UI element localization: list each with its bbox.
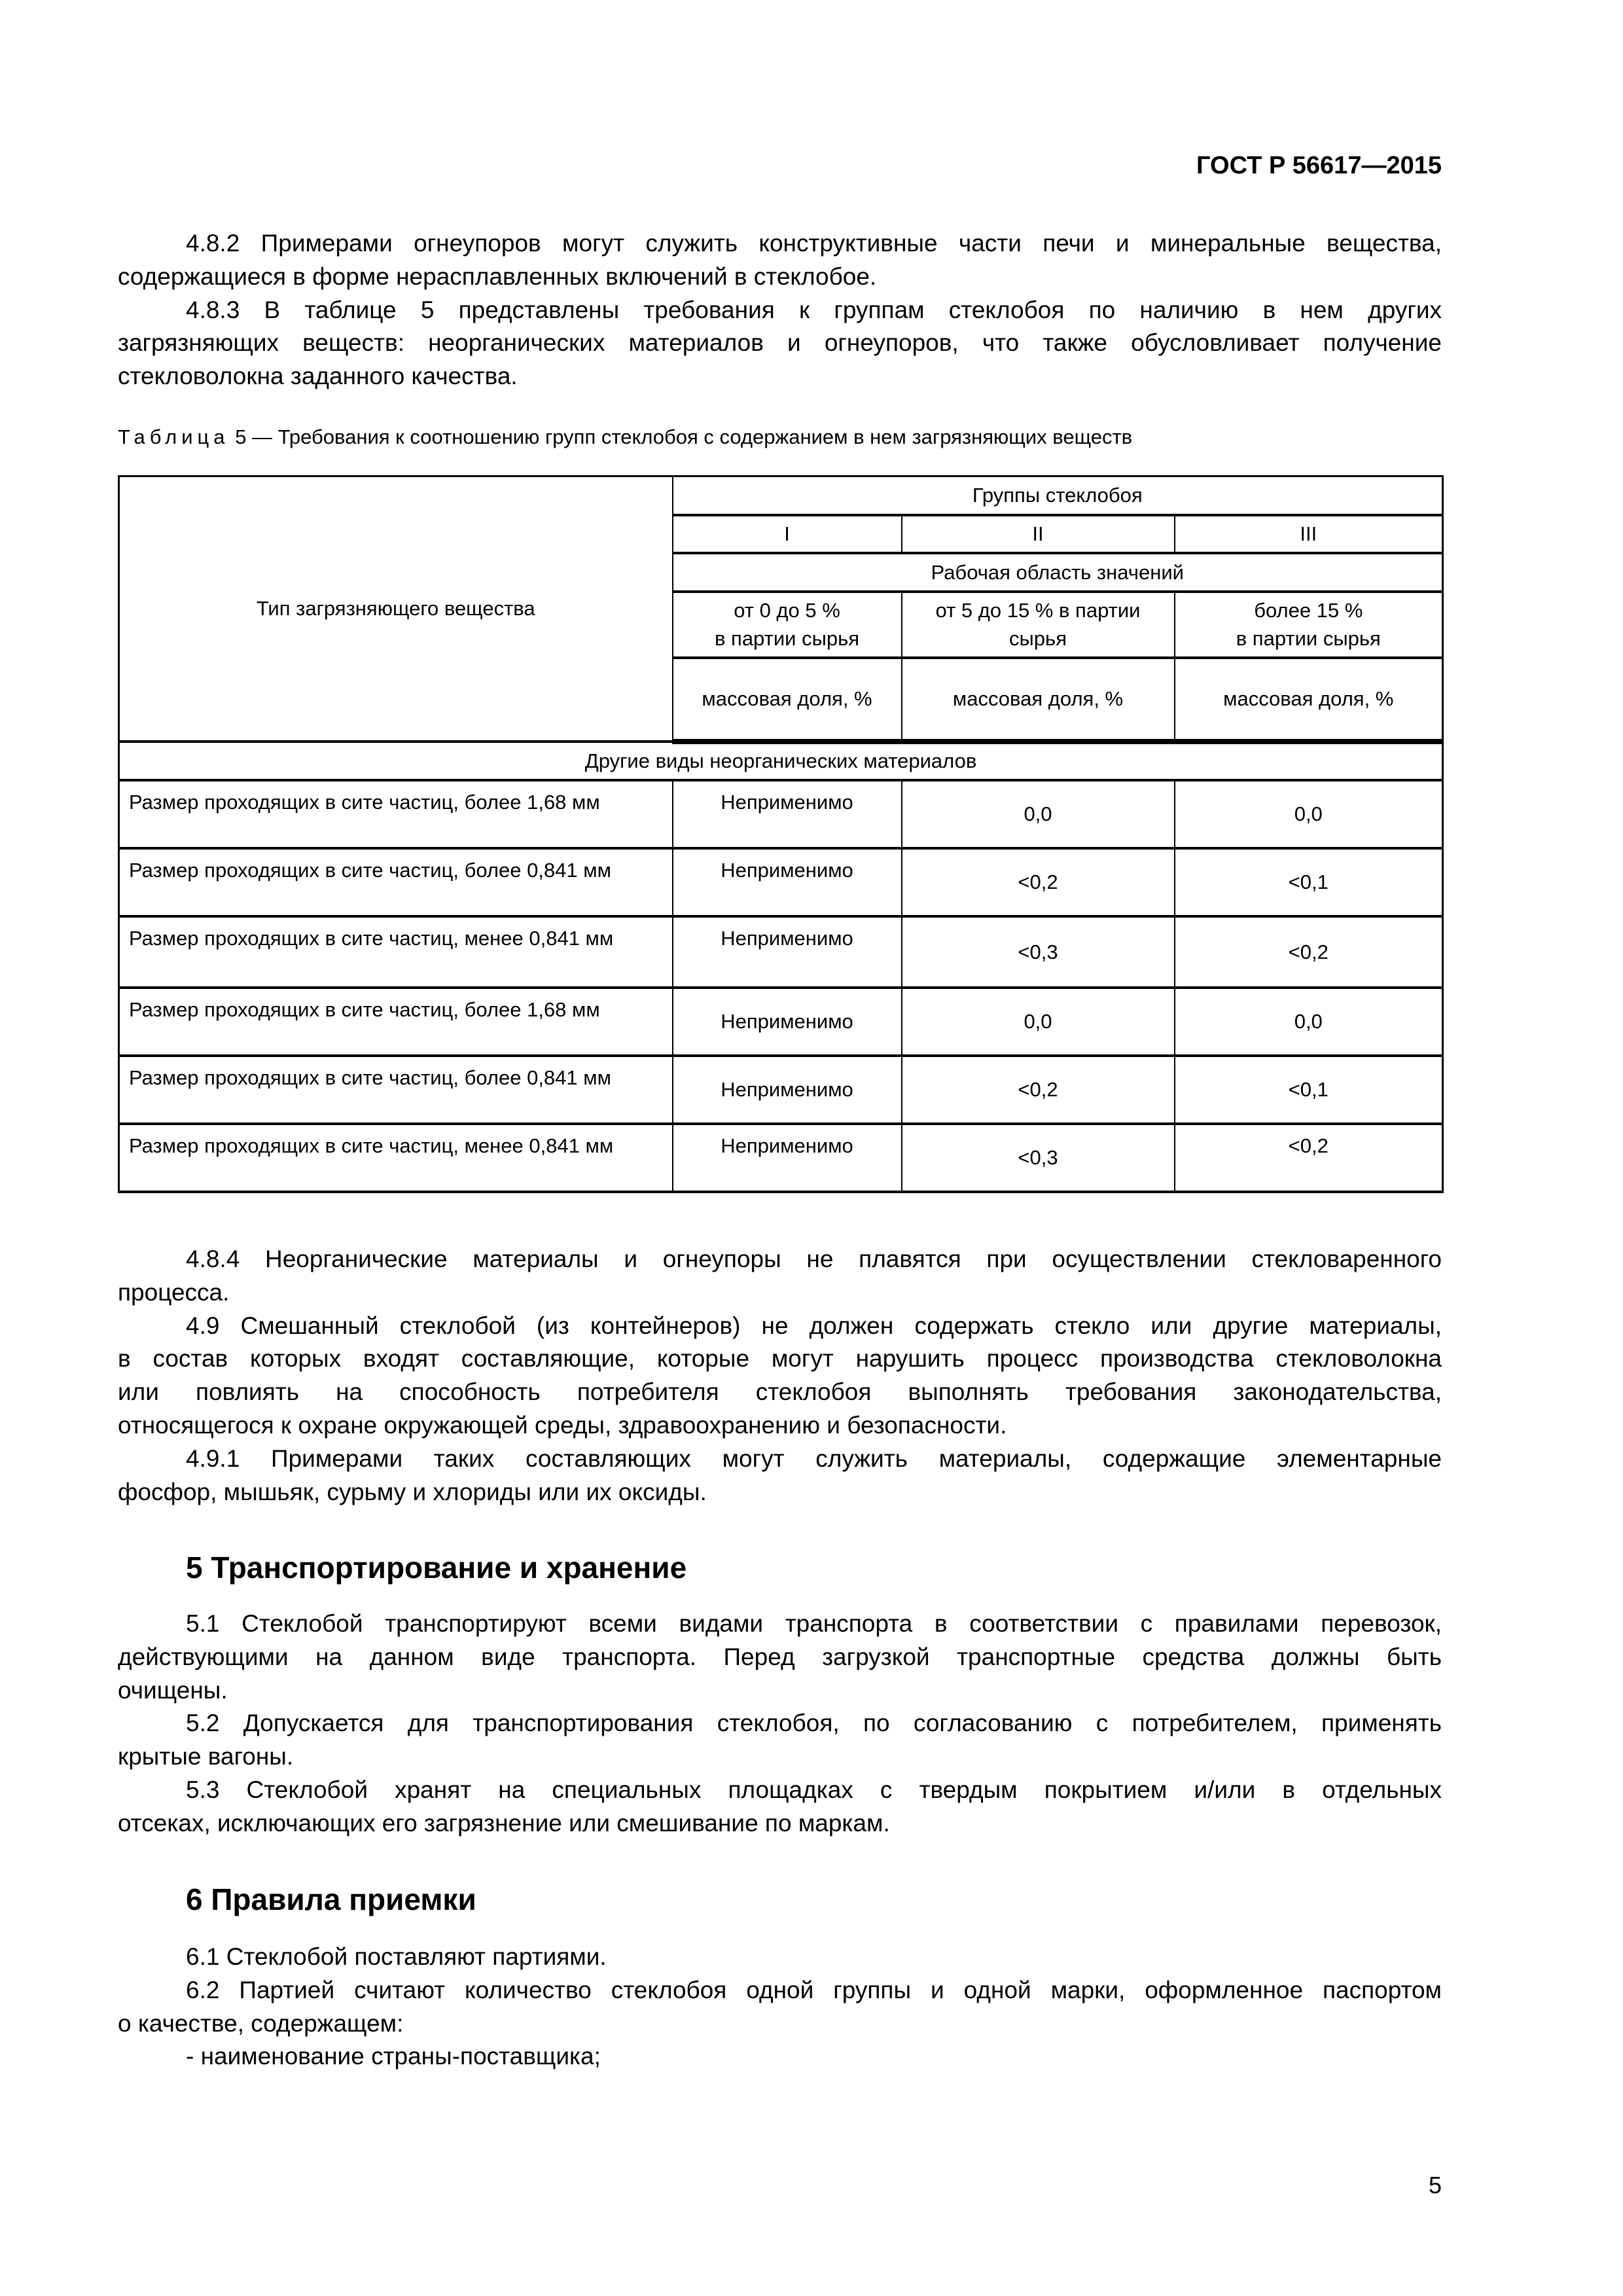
- text-line: процесса.: [118, 1278, 230, 1306]
- page-number: 5: [1428, 2172, 1442, 2198]
- unit-3: массовая доля, %: [1175, 658, 1443, 742]
- text-line: - наименование страны-поставщика;: [186, 2043, 601, 2070]
- groups-header: Группы стеклобоя: [673, 476, 1443, 515]
- text-line: о качестве, содержащем:: [118, 2009, 404, 2037]
- cell-g1: Неприменимо: [673, 916, 902, 988]
- cell-g3: 0,0: [1175, 780, 1443, 848]
- unit-2: массовая доля, %: [902, 658, 1175, 742]
- cell-g1: Неприменимо: [673, 848, 902, 916]
- text-line: действующими на данном виде транспорта. Перед загрузкой транспортные средства должны быть: [118, 1643, 1442, 1670]
- text-line: 5.1 Стеклобой транспортируют всеми видами транспорта в соответствии с правилами перевозок,: [186, 1610, 1442, 1637]
- table-caption: [118, 425, 1132, 449]
- cell-g3: <0,2: [1175, 1124, 1443, 1192]
- text-line: в состав которых входят составляющие, которые могут нарушить процесс производства стекловолокна: [118, 1345, 1442, 1372]
- text-line: отсеках, исключающих его загрязнение или смешивание по маркам.: [118, 1809, 890, 1837]
- group-1: I: [673, 515, 902, 553]
- text-line: загрязняющих веществ: неорганических материалов и огнеупоров, что также обусловливает получение: [118, 329, 1442, 357]
- cell-g1: Неприменимо: [673, 988, 902, 1056]
- cell-type: Размер проходящих в сите частиц, более 1,68 мм: [119, 780, 673, 848]
- table-row: [119, 848, 1443, 916]
- contaminants-table: [118, 475, 1444, 1193]
- table-row: [119, 1056, 1443, 1124]
- cell-g1: Неприменимо: [673, 1056, 902, 1124]
- text-line: 5.2 Допускается для транспортирования стеклобоя, по согласованию с потребителем, применять: [186, 1710, 1442, 1737]
- range-3: более 15 % в партии сырья: [1175, 592, 1443, 658]
- cell-type: Размер проходящих в сите частиц, более 0,841 мм: [119, 1056, 673, 1124]
- section-5-heading: 5 Транспортирование и хранение: [186, 1551, 687, 1585]
- cell-g3: <0,2: [1175, 916, 1443, 988]
- unit-1: массовая доля, %: [673, 658, 902, 742]
- table-row: [119, 916, 1443, 988]
- text-line: 4.9.1 Примерами таких составляющих могут служить материалы, содержащие элементарные: [186, 1444, 1442, 1472]
- group-3: III: [1175, 515, 1443, 553]
- text-line: относящегося к охране окружающей среды, здравоохранению и безопасности.: [118, 1411, 1007, 1439]
- text-line: 6.1 Стеклобой поставляют партиями.: [186, 1943, 607, 1970]
- cell-type: Размер проходящих в сите частиц, менее 0,841 мм: [119, 1124, 673, 1192]
- cell-type: Размер проходящих в сите частиц, более 0,841 мм: [119, 848, 673, 916]
- text-line: стекловолокна заданного качества.: [118, 363, 518, 390]
- table-row: [119, 780, 1443, 848]
- cell-g2: 0,0: [902, 988, 1175, 1056]
- text-line: 6.2 Партией считают количество стеклобоя одной группы и одной марки, оформленное паспортом: [186, 1976, 1442, 2003]
- cell-g3: 0,0: [1175, 988, 1443, 1056]
- cell-type: Размер проходящих в сите частиц, менее 0,841 мм: [119, 916, 673, 988]
- table-row: [119, 988, 1443, 1056]
- text-line: 4.8.4 Неорганические материалы и огнеупоры не плавятся при осуществлении стекловаренного: [186, 1246, 1442, 1272]
- cell-g2: <0,3: [902, 1124, 1175, 1192]
- range-header: Рабочая область значений: [673, 553, 1443, 592]
- document-id: ГОСТ Р 56617—2015: [1196, 152, 1442, 179]
- paragraphs-6: [118, 1941, 1442, 2073]
- range-2: от 5 до 15 % в партии сырья: [902, 592, 1175, 658]
- section-row: Другие виды неорганических материалов: [119, 742, 1443, 780]
- text-line: 4.8.3 В таблице 5 представлены требования к группам стеклобоя по наличию в нем других: [186, 296, 1442, 323]
- cell-g2: <0,2: [902, 1056, 1175, 1124]
- col-header-type: Тип загрязняющего вещества: [119, 476, 673, 742]
- cell-g2: <0,3: [902, 916, 1175, 988]
- cell-g2: 0,0: [902, 780, 1175, 848]
- cell-g1: Неприменимо: [673, 1124, 902, 1192]
- paragraphs-4-8-4: [118, 1243, 1442, 1509]
- section-6-heading: 6 Правила приемки: [186, 1882, 476, 1916]
- group-2: II: [902, 515, 1175, 553]
- table-caption-text: 5 — Требования к соотношению групп стеклобоя с содержанием в нем загрязняющих веществ: [235, 425, 1133, 448]
- cell-g3: <0,1: [1175, 1056, 1443, 1124]
- text-line: фосфор, мышьяк, сурьму и хлориды или их оксиды.: [118, 1478, 707, 1505]
- cell-g3: <0,1: [1175, 848, 1443, 916]
- text-line: содержащиеся в форме нерасплавленных включений в стеклобое.: [118, 262, 877, 290]
- range-1: от 0 до 5 % в партии сырья: [673, 592, 902, 658]
- text-line: очищены.: [118, 1676, 228, 1704]
- table-row: [119, 1124, 1443, 1192]
- text-line: крытые вагоны.: [118, 1743, 294, 1770]
- paragraphs-4-8-2: [118, 227, 1442, 393]
- table-caption-label: Таблица: [118, 425, 230, 448]
- cell-type: Размер проходящих в сите частиц, более 1,68 мм: [119, 988, 673, 1056]
- text-line: 5.3 Стеклобой хранят на специальных площадках с твердым покрытием и/или в отдельных: [186, 1776, 1442, 1803]
- paragraphs-5: [118, 1607, 1442, 1840]
- cell-g1: Неприменимо: [673, 780, 902, 848]
- cell-g2: <0,2: [902, 848, 1175, 916]
- text-line: 4.8.2 Примерами огнеупоров могут служить конструктивные части печи и минеральные вещества,: [186, 230, 1442, 257]
- text-line: или повлиять на способность потребителя стеклобоя выполнять требования законодательства,: [118, 1378, 1442, 1406]
- text-line: 4.9 Смешанный стеклобой (из контейнеров) не должен содержать стекло или другие материалы,: [186, 1312, 1442, 1339]
